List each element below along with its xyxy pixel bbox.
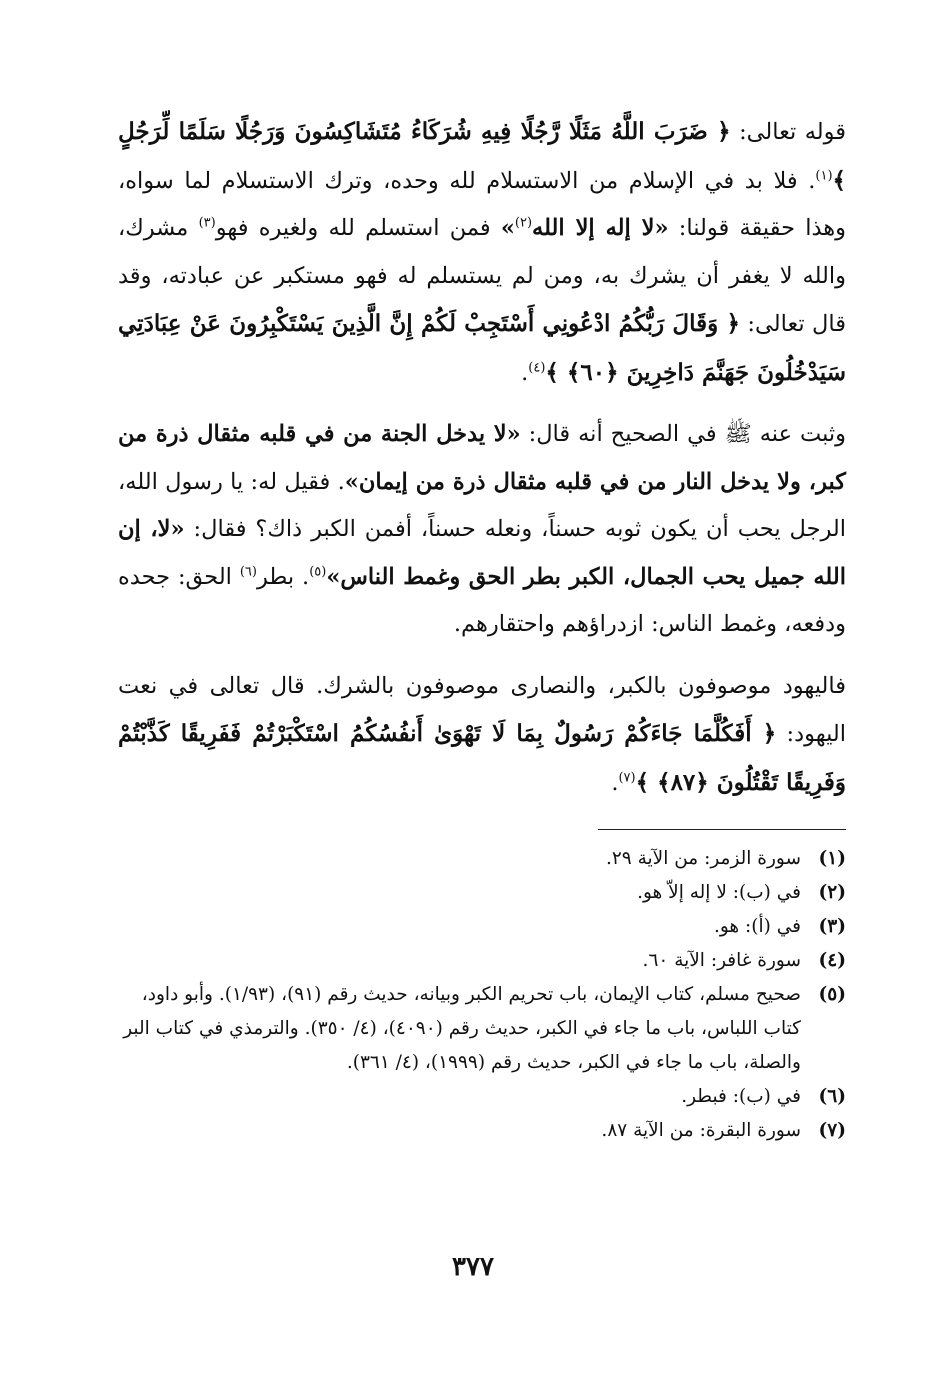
footnote bbox=[118, 1080, 846, 1114]
footnote bbox=[118, 876, 846, 910]
quran-verse: ﴿ وَقَالَ رَبُّكُمُ ادْعُونِي أَسْتَجِبْ لَكُمْ إِنَّ الَّذِينَ يَسْتَكْبِرُونَ عَنْ عِبَادَتِي سَيَدْخُلُونَ جَهَنَّمَ دَاخِرِينَ ﴿٦٠﴾ ﴾ bbox=[118, 310, 846, 386]
footnote-divider bbox=[598, 829, 846, 830]
main-text bbox=[118, 108, 846, 807]
text-run: فمن استسلم لله ولغيره فهو bbox=[215, 215, 501, 241]
footnote-number: (٣) bbox=[818, 916, 846, 937]
quran-verse: ﴿ أَفَكُلَّمَا جَاءَكُمْ رَسُولٌ بِمَا لَا تَهْوَىٰ أَنفُسُكُمُ اسْتَكْبَرْتُمْ فَفَرِيقًا كَذَّبْتُمْ وَفَرِيقًا تَقْتُلُونَ ﴿٨٧﴾ ﴾ bbox=[118, 720, 846, 796]
footnote bbox=[118, 842, 846, 876]
hadith-quote: «لا يدخل الجنة من في قلبه مثقال ذرة من كبر، ولا يدخل النار من في قلبه مثقال ذرة من إيمان» bbox=[118, 421, 846, 495]
footnote-ref: (٦) bbox=[239, 564, 257, 579]
footnote bbox=[118, 978, 846, 1080]
hadith-quote: «لا، إن الله جميل يحب الجمال، الكبر بطر الحق وغمط الناس» bbox=[118, 516, 846, 590]
footnote-ref: (٣) bbox=[198, 215, 216, 231]
text-run: قوله تعالى: bbox=[730, 119, 846, 145]
hadith-quote: «لا إله إلا الله bbox=[532, 215, 669, 241]
footnote-ref: (٤) bbox=[528, 360, 546, 375]
footnote-text: في (أ): هو. bbox=[713, 916, 801, 937]
footnote-text: صحيح مسلم، كتاب الإيمان، باب تحريم الكبر وبيانه، حديث رقم (٩١)، (١/٩٣). وأبو داود، كتاب اللباس، باب ما جاء في الكبر، حديث رقم (٤٠٩٠)، (٤/ ٣٥٠). والترمذي في كتاب البر والصلة، باب ما جاء في الكبر، حديث رقم (١٩٩٩)، (٤/ ٣٦١). bbox=[123, 984, 801, 1073]
footnote-number: (٤) bbox=[818, 950, 846, 971]
hadith-quote: » bbox=[500, 215, 515, 241]
footnote-text: سورة الزمر: من الآية ٢٩. bbox=[605, 848, 801, 869]
text-run: مشرك، والله لا يغفر أن يشرك به، ومن لم يستسلم له فهو مستكبر عن عبادته، وقد قال تعالى: bbox=[118, 215, 846, 337]
footnote-ref: (٥) bbox=[309, 564, 327, 579]
footnote bbox=[118, 910, 846, 944]
text-run: فاليهود موصوفون بالكبر، والنصارى موصوفون بالشرك. قال تعالى في نعت اليهود: bbox=[118, 672, 846, 747]
quran-verse: ﴿ ضَرَبَ اللَّهُ مَثَلًا رَّجُلًا فِيهِ شُرَكَاءُ مُتَشَاكِسُونَ وَرَجُلًا سَلَمًا لِّرَجُلٍ ﴾ bbox=[118, 118, 846, 194]
footnote-ref: (٧) bbox=[618, 770, 636, 785]
text-run: . فلا بد في الإسلام من الاستسلام لله وحده، وترك الاستسلام لما سواه، وهذا حقيقة قولنا: bbox=[118, 167, 847, 241]
text-run: . bbox=[521, 359, 529, 386]
footnote-number: (٧) bbox=[818, 1120, 846, 1141]
paragraph bbox=[118, 108, 846, 397]
text-run: وثبت عنه ﷺ في الصحيح أنه قال: bbox=[520, 421, 846, 447]
text-run: . فقيل له: يا رسول الله، الرجل يحب أن يكون ثوبه حسناً، ونعله حسناً، أفمن الكبر ذاك؟ فقال: bbox=[118, 468, 847, 542]
footnote-ref: (١) bbox=[815, 168, 833, 183]
footnote-text: سورة البقرة: من الآية ٨٧. bbox=[601, 1120, 801, 1141]
text-run: . بطر bbox=[256, 563, 310, 590]
paragraph bbox=[118, 663, 846, 808]
text-run: . bbox=[611, 769, 619, 796]
footnote-number: (٢) bbox=[818, 882, 846, 903]
page-number: ٣٧٧ bbox=[452, 1252, 494, 1282]
footnote-number: (٥) bbox=[818, 984, 846, 1005]
footnote bbox=[118, 944, 846, 978]
footnote bbox=[118, 1114, 846, 1148]
paragraph bbox=[118, 411, 846, 649]
footnotes bbox=[118, 842, 846, 1148]
text-run: الحق: جحده ودفعه، وغمط الناس: ازدراؤهم واحتقارهم. bbox=[118, 563, 846, 637]
footnote-number: (٦) bbox=[818, 1086, 846, 1107]
footnote-text: في (ب): فبطر. bbox=[681, 1086, 801, 1107]
footnote-ref: (٢) bbox=[514, 215, 533, 231]
footnote-text: سورة غافر: الآية ٦٠. bbox=[642, 950, 801, 971]
footnote-number: (١) bbox=[818, 848, 846, 869]
footnote-text: في (ب): لا إله إلاّ هو. bbox=[637, 882, 801, 903]
